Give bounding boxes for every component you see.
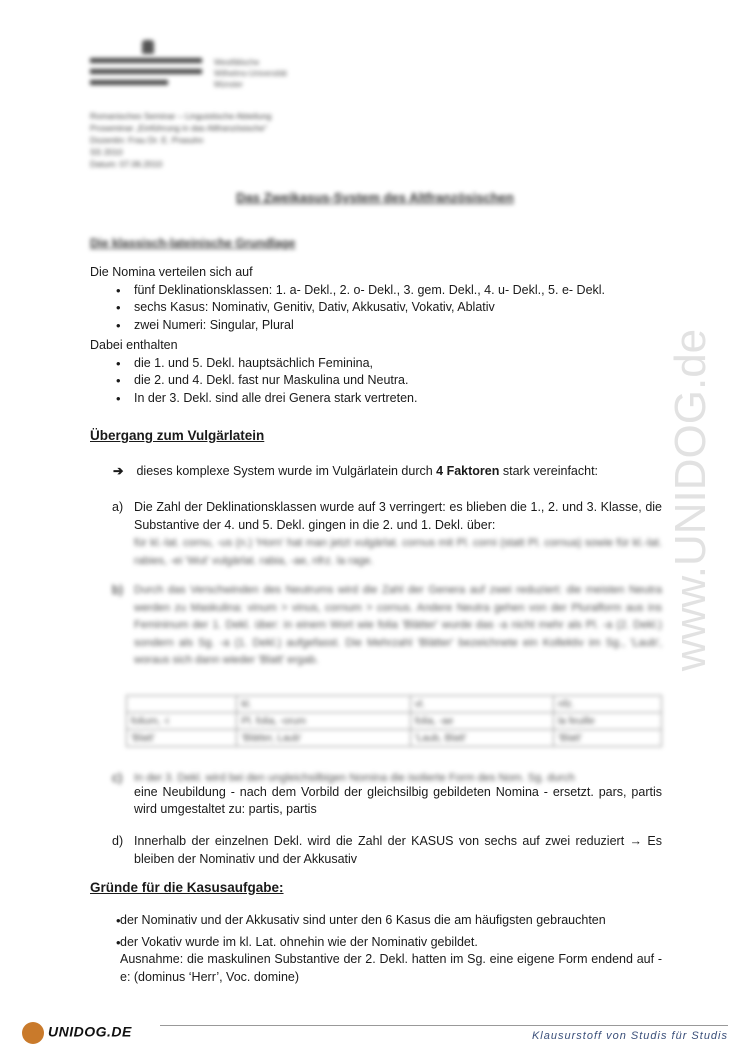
footer-divider xyxy=(160,1025,728,1026)
watermark-text: www.UNIDOG.de xyxy=(666,328,715,672)
table-cell: 'Laub, Blatt' xyxy=(410,730,553,747)
factor-c: c) In der 3. Dekl. wird bei den ungleichsilbigen Nomina die isolierte Form des Nom. Sg. durch eine Neubildung - nach dem Vorbild der gleichsilbig gebildeten Nomina - ersetzt. pars, partis wird umgestaltet zu: partis, partis xyxy=(112,771,662,816)
reasons-list xyxy=(90,912,662,986)
section3-body xyxy=(90,912,662,986)
list-item: • die 2. und 4. Dekl. fast nur Maskulina und Neutra. xyxy=(90,372,662,390)
table-cell: kl. xyxy=(237,696,410,713)
document-meta: Romanisches Seminar – Linguistische Abteilung Proseminar „Einführung in das Altfranzösische“ Dozentin: Frau Dr. E. Prasuhn SS 2010 Datum: 07.06.2010 xyxy=(90,111,272,169)
list-item: • der Nominativ und der Akkusativ sind unter den 6 Kasus die am häufigsten gebrauchten xyxy=(90,912,662,930)
factor-a: a) Die Zahl der Deklinationsklassen wurde auf 3 verringert: es blieben die 1., 2. und 3. Klasse, die Substantive der 4. und 5. Dekl. gingen in die 2. und 1. Dekl. über: xyxy=(112,500,662,532)
list-item: • In der 3. Dekl. sind alle drei Genera stark vertreten. xyxy=(90,390,662,408)
genera-list xyxy=(90,355,662,408)
table-cell: la feuille xyxy=(554,713,662,730)
table-row xyxy=(127,696,662,713)
unidog-watermark xyxy=(660,260,750,740)
university-logo-mark xyxy=(142,40,154,54)
table-cell: vl. xyxy=(410,696,553,713)
declension-list xyxy=(90,282,662,335)
section1-intro: Die Nomina verteilen sich auf xyxy=(90,265,253,279)
factor-d: d) Innerhalb der einzelnen Dekl. wird die Zahl der KASUS von sechs auf zwei reduziert → Es bleiben der Nominativ und der Akkusativ xyxy=(112,834,662,866)
factor-a-example: für kl.-lat. cornu, -us (n.) 'Horn' hat man jetzt vulgärlat. cornus mit Pl. corni (statt Pl. cornua) sowie für kl.-lat. rabies, -ei 'Wut' vulgärlat. rabia, -ae, nfrz. la rage. xyxy=(134,537,662,567)
university-name: Westfälische Wilhelms-Universität Münster xyxy=(214,58,287,89)
factor-b: b) Durch das Verschwinden des Neutrums wird die Zahl der Genera auf zwei reduziert: die meisten Neutra werden zu Maskulina: vinum > vinus, cornum > cornus. Andere Neutra gehen von der Pluralform aus ins Femininum der 1. Dekl. über: in einem Wort wie folia 'Blätter' wurde das -a nicht mehr als Pl. -a (2. Dekl.) sondern als Sg. -a (1. Dekl.) aufgefasst. Die Mehrzahl 'Blätter' bezeichnete ein Kollektiv im Sg., 'Laub', woraus sich dann wieder 'Blatt' ergab. xyxy=(112,583,662,666)
section1-body xyxy=(90,264,662,407)
table-row xyxy=(127,713,662,730)
section1-intro2: Dabei enthalten xyxy=(90,338,178,352)
footer-tagline: Klausurstoff von Studis für Studis xyxy=(531,1030,728,1042)
table-cell: 'Blatt' xyxy=(554,730,662,747)
arrow-statement: ➔ dieses komplexe System wurde im Vulgärlatein durch 4 Faktoren stark vereinfacht: xyxy=(113,464,599,478)
section1-heading: Die klassisch-lateinische Grundlage xyxy=(90,236,296,250)
dog-icon xyxy=(22,1022,44,1044)
list-item: • die 1. und 5. Dekl. hauptsächlich Feminina, xyxy=(90,355,662,373)
table-cell: 'Blatt' xyxy=(127,730,237,747)
declension-table xyxy=(126,695,662,747)
unidog-logo: UNIDOG.DE xyxy=(22,1022,132,1044)
university-logo-bars xyxy=(90,58,202,91)
list-item: • sechs Kasus: Nominativ, Genitiv, Dativ, Akkusativ, Vokativ, Ablativ xyxy=(90,299,662,317)
table-cell: nfz. xyxy=(554,696,662,713)
arrow-right-icon: ➔ xyxy=(113,464,124,478)
list-item: • zwei Numeri: Singular, Plural xyxy=(90,317,662,335)
table-cell: folium, -i xyxy=(127,713,237,730)
table-row xyxy=(127,730,662,747)
list-item: • fünf Deklinationsklassen: 1. a- Dekl., 2. o- Dekl., 3. gem. Dekl., 4. u- Dekl., 5. e- Dekl. xyxy=(90,282,662,300)
table-cell: folia, -ae xyxy=(410,713,553,730)
table-cell xyxy=(127,696,237,713)
list-item: • der Vokativ wurde im kl. Lat. ohnehin wie der Nominativ gebildet. Ausnahme: die maskulinen Substantive der 2. Dekl. hatten im Sg. eine eigene Form endend auf -e: (dominus ‘Herr’, Voc. domine) xyxy=(90,934,662,987)
table-cell: 'Blätter, Laub' xyxy=(237,730,410,747)
document-title: Das Zweikasus-System des Altfranzösischen xyxy=(236,190,514,205)
section3-heading: Gründe für die Kasusaufgabe: xyxy=(90,880,284,895)
table-cell: Pl. folia, -orum xyxy=(237,713,410,730)
section2-heading: Übergang zum Vulgärlatein xyxy=(90,428,265,443)
